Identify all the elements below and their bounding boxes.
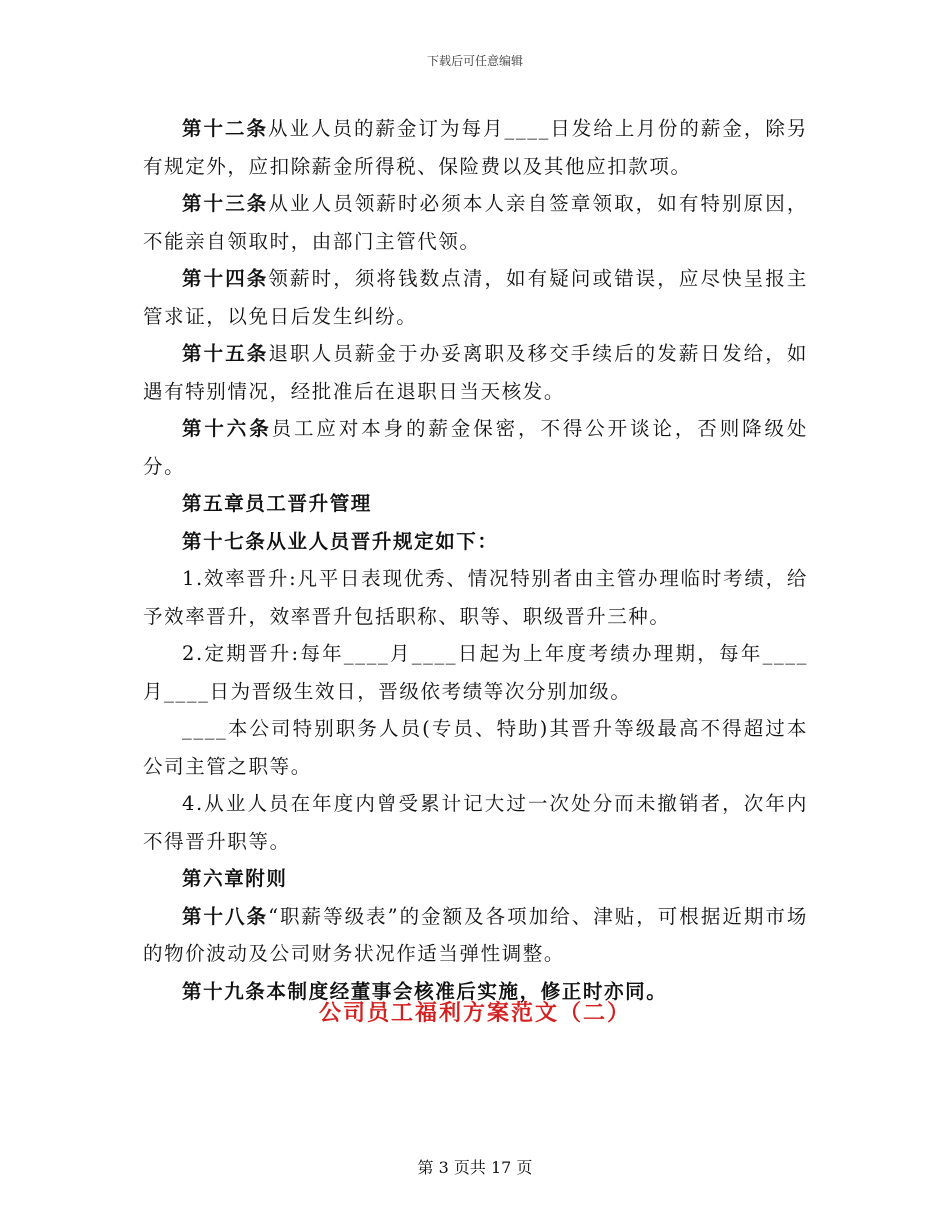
article-17-heading: 第十七条从业人员晋升规定如下： bbox=[182, 529, 499, 553]
list-item-1: 1.效率晋升:凡平日表现优秀、情况特别者由主管办理临时考绩，给予效率晋升，效率晋升包括职称、职等、职级晋升三种。 bbox=[143, 567, 808, 628]
article-label: 第十六条 bbox=[182, 417, 272, 440]
article-label: 第十四条 bbox=[182, 267, 269, 290]
list-item-2: 2.定期晋升:每年____月____日起为上年度考绩办理期，每年____月____日为晋级生效日，晋级依考绩等次分别加级。 bbox=[143, 642, 808, 703]
article-label: 第十二条 bbox=[182, 117, 269, 140]
article-label: 第十八条 bbox=[182, 904, 269, 928]
article-text: 领薪时，须将钱数点清，如有疑问或错误，应尽快呈报主管求证，以免日后发生纠纷。 bbox=[143, 267, 808, 328]
article-text: 员工应对本身的薪金保密，不得公开谈论，否则降级处分。 bbox=[143, 417, 808, 478]
document-body bbox=[143, 110, 808, 1010]
article-15 bbox=[143, 335, 808, 410]
article-16 bbox=[143, 410, 808, 485]
article-18 bbox=[143, 898, 808, 973]
article-19: 第十九条本制度经董事会核准后实施，修正时亦同。 bbox=[182, 979, 668, 1003]
article-label: 第十三条 bbox=[182, 192, 269, 215]
chapter-6-heading: 第六章附则 bbox=[182, 867, 288, 890]
list-item-4: 4.从业人员在年度内曾受累计记大过一次处分而未撤销者，次年内不得晋升职等。 bbox=[143, 792, 808, 853]
article-text: 从业人员领薪时必须本人亲自签章领取，如有特别原因，不能亲自领取时，由部门主管代领。 bbox=[143, 192, 808, 253]
article-text: 退职人员薪金于办妥离职及移交手续后的发薪日发给，如遇有特别情况，经批准后在退职日当天核发。 bbox=[143, 342, 808, 403]
section-title: 公司员工福利方案范文（二） bbox=[318, 1000, 631, 1026]
list-item-3: ____本公司特别职务人员(专员、特助)其晋升等级最高不得超过本公司主管之职等。 bbox=[143, 717, 808, 778]
page-footer: 第 3 页共 17 页 bbox=[417, 1158, 533, 1177]
article-label: 第十五条 bbox=[182, 342, 269, 365]
article-14 bbox=[143, 260, 808, 335]
page-header: 下载后可任意编辑 bbox=[426, 54, 523, 68]
article-text: 从业人员的薪金订为每月____日发给上月份的薪金，除另有规定外，应扣除薪金所得税、保险费以及其他应扣款项。 bbox=[143, 117, 808, 178]
article-12 bbox=[143, 110, 808, 185]
article-13 bbox=[143, 185, 808, 260]
chapter-5-heading: 第五章员工晋升管理 bbox=[182, 492, 372, 515]
article-text: “职薪等级表”的金额及各项加给、津贴，可根据近期市场的物价波动及公司财务状况作适当弹性调整。 bbox=[143, 904, 808, 965]
